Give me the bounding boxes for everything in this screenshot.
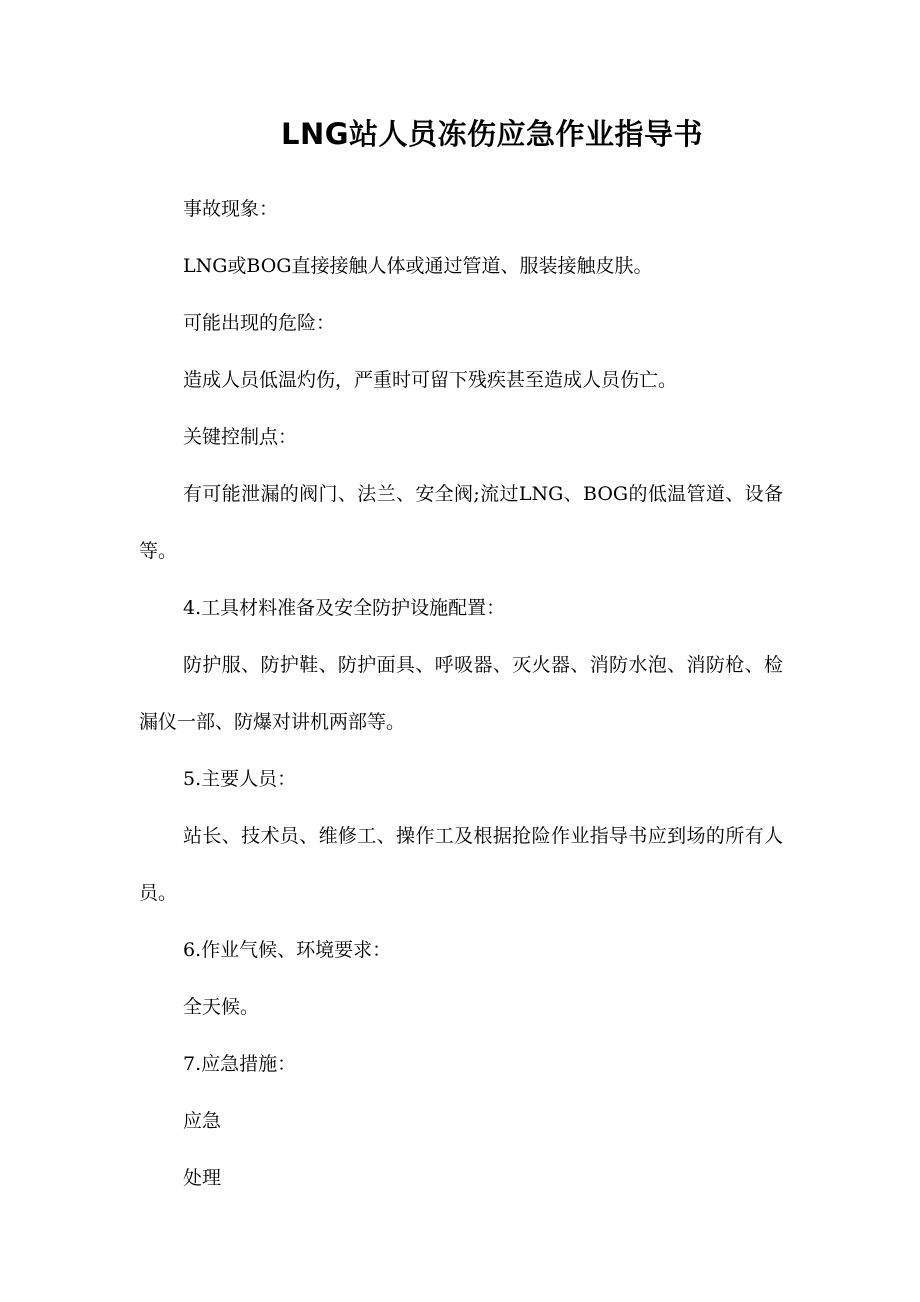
paragraph-emergency-line-1: 应急 [183,1110,222,1132]
paragraph-tools-heading: 4.工具材料准备及安全防护设施配置： [183,597,506,619]
paragraph-personnel-heading: 5.主要人员： [183,768,297,790]
paragraph-possible-danger-heading: 可能出现的危险： [183,312,336,334]
paragraph-accident-phenomenon-text: LNG或BOG直接接触人体或通过管道、服装接触皮肤。 [183,255,653,277]
paragraph-personnel-text: 站长、技术员、维修工、操作工及根据抢险作业指导书应到场的所有人员。 [139,825,783,904]
paragraph-weather-text: 全天候。 [183,996,260,1018]
paragraph-key-control-text: 有可能泄漏的阀门、法兰、安全阀;流过LNG、BOG的低温管道、设备等。 [139,483,783,562]
paragraph-emergency-line-2: 处理 [183,1167,222,1189]
document-body [139,181,783,1207]
paragraph-possible-danger-text: 造成人员低温灼伤，严重时可留下残疾甚至造成人员伤亡。 [183,369,678,391]
paragraph-accident-phenomenon-heading: 事故现象： [183,198,279,220]
paragraph-weather-heading: 6.作业气候、环境要求： [183,939,392,961]
document-title: LNG站人员冻伤应急作业指导书 [280,117,704,151]
paragraph-emergency-measures-heading: 7.应急措施： [183,1053,297,1075]
paragraph-key-control-heading: 关键控制点： [183,426,298,448]
paragraph-tools-text: 防护服、防护鞋、防护面具、呼吸器、灭火器、消防水泡、消防枪、检漏仪一部、防爆对讲机两部等。 [139,654,783,733]
